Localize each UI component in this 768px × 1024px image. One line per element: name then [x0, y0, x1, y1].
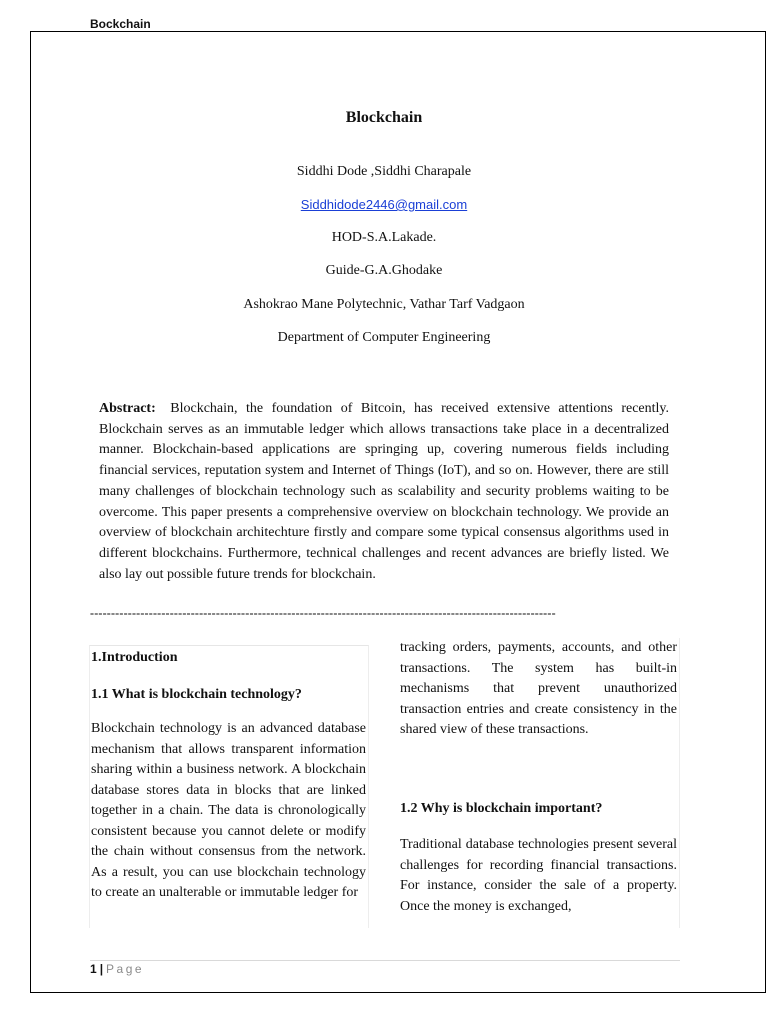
institution-line: Ashokrao Mane Polytechnic, Vathar Tarf Vadgaon — [243, 297, 525, 312]
section-heading-introduction: 1.Introduction — [91, 650, 178, 665]
left-column — [89, 645, 369, 928]
paragraph-intro: Blockchain technology is an advanced database mechanism that allows transparent information sharing within a business network. A blockchain database stores data in blocks that are linked together in a chain. The data is chronologically consistent because you cannot delete or modify the chain without consensus from the network. As a result, you can use blockchain technology to create an unalterable or immutable ledger for — [91, 721, 366, 900]
page-footer — [90, 962, 144, 976]
abstract — [99, 399, 669, 585]
guide-line: Guide-G.A.Ghodake — [325, 263, 443, 278]
footer-separator: | — [99, 962, 104, 976]
footer-rule — [90, 960, 680, 961]
hod-line: HOD-S.A.Lakade. — [331, 230, 437, 245]
running-header: Bockchain — [90, 17, 151, 31]
authors: Siddhi Dode ,Siddhi Charapale — [296, 164, 472, 179]
subsection-heading-why-important: 1.2 Why is blockchain important? — [400, 800, 603, 816]
paragraph-continued: tracking orders, payments, accounts, and other transactions. The system has built-in mechanisms that prevent unauthorized transaction entries and create consistency in the shared view of these transactions. — [400, 640, 677, 737]
section-separator: --------------------------------------------------------------------------------------------------------------- — [90, 606, 556, 620]
paper-title: Blockchain — [345, 109, 423, 126]
email-line — [0, 197, 768, 214]
page-number: 1 — [90, 962, 97, 976]
abstract-text: Blockchain, the foundation of Bitcoin, has received extensive attentions recently. Blockchain serves as an immutable ledger which allows transactions take place in a decentralized manner. Blockchain-based applications are springing up, covering numerous fields including financial services, reputation system and Internet of Things (IoT), and so on. However, there are still many challenges of blockchain technology such as scalability and security problems waiting to be overcome. This paper presents a comprehensive overview on blockchain technology. We provide an overview of blockchain architechture firstly and compare some typical consensus algorithms used in different blockchains. Furthermore, technical challenges and recent advances are briefly listed. We also lay out possible future trends for blockchain. — [99, 401, 670, 582]
right-column — [400, 638, 680, 928]
department-line: Department of Computer Engineering — [277, 330, 491, 345]
subsection-heading-what-is-blockchain: 1.1 What is blockchain technology? — [91, 686, 302, 702]
abstract-label: Abstract: — [99, 401, 156, 416]
paragraph-why-important: Traditional database technologies present several challenges for recording financial transactions. For instance, consider the sale of a property. Once the money is exchanged, — [400, 837, 677, 914]
email-link[interactable]: Siddhidode2446@gmail.com — [300, 197, 468, 212]
page-word: Page — [106, 962, 145, 976]
